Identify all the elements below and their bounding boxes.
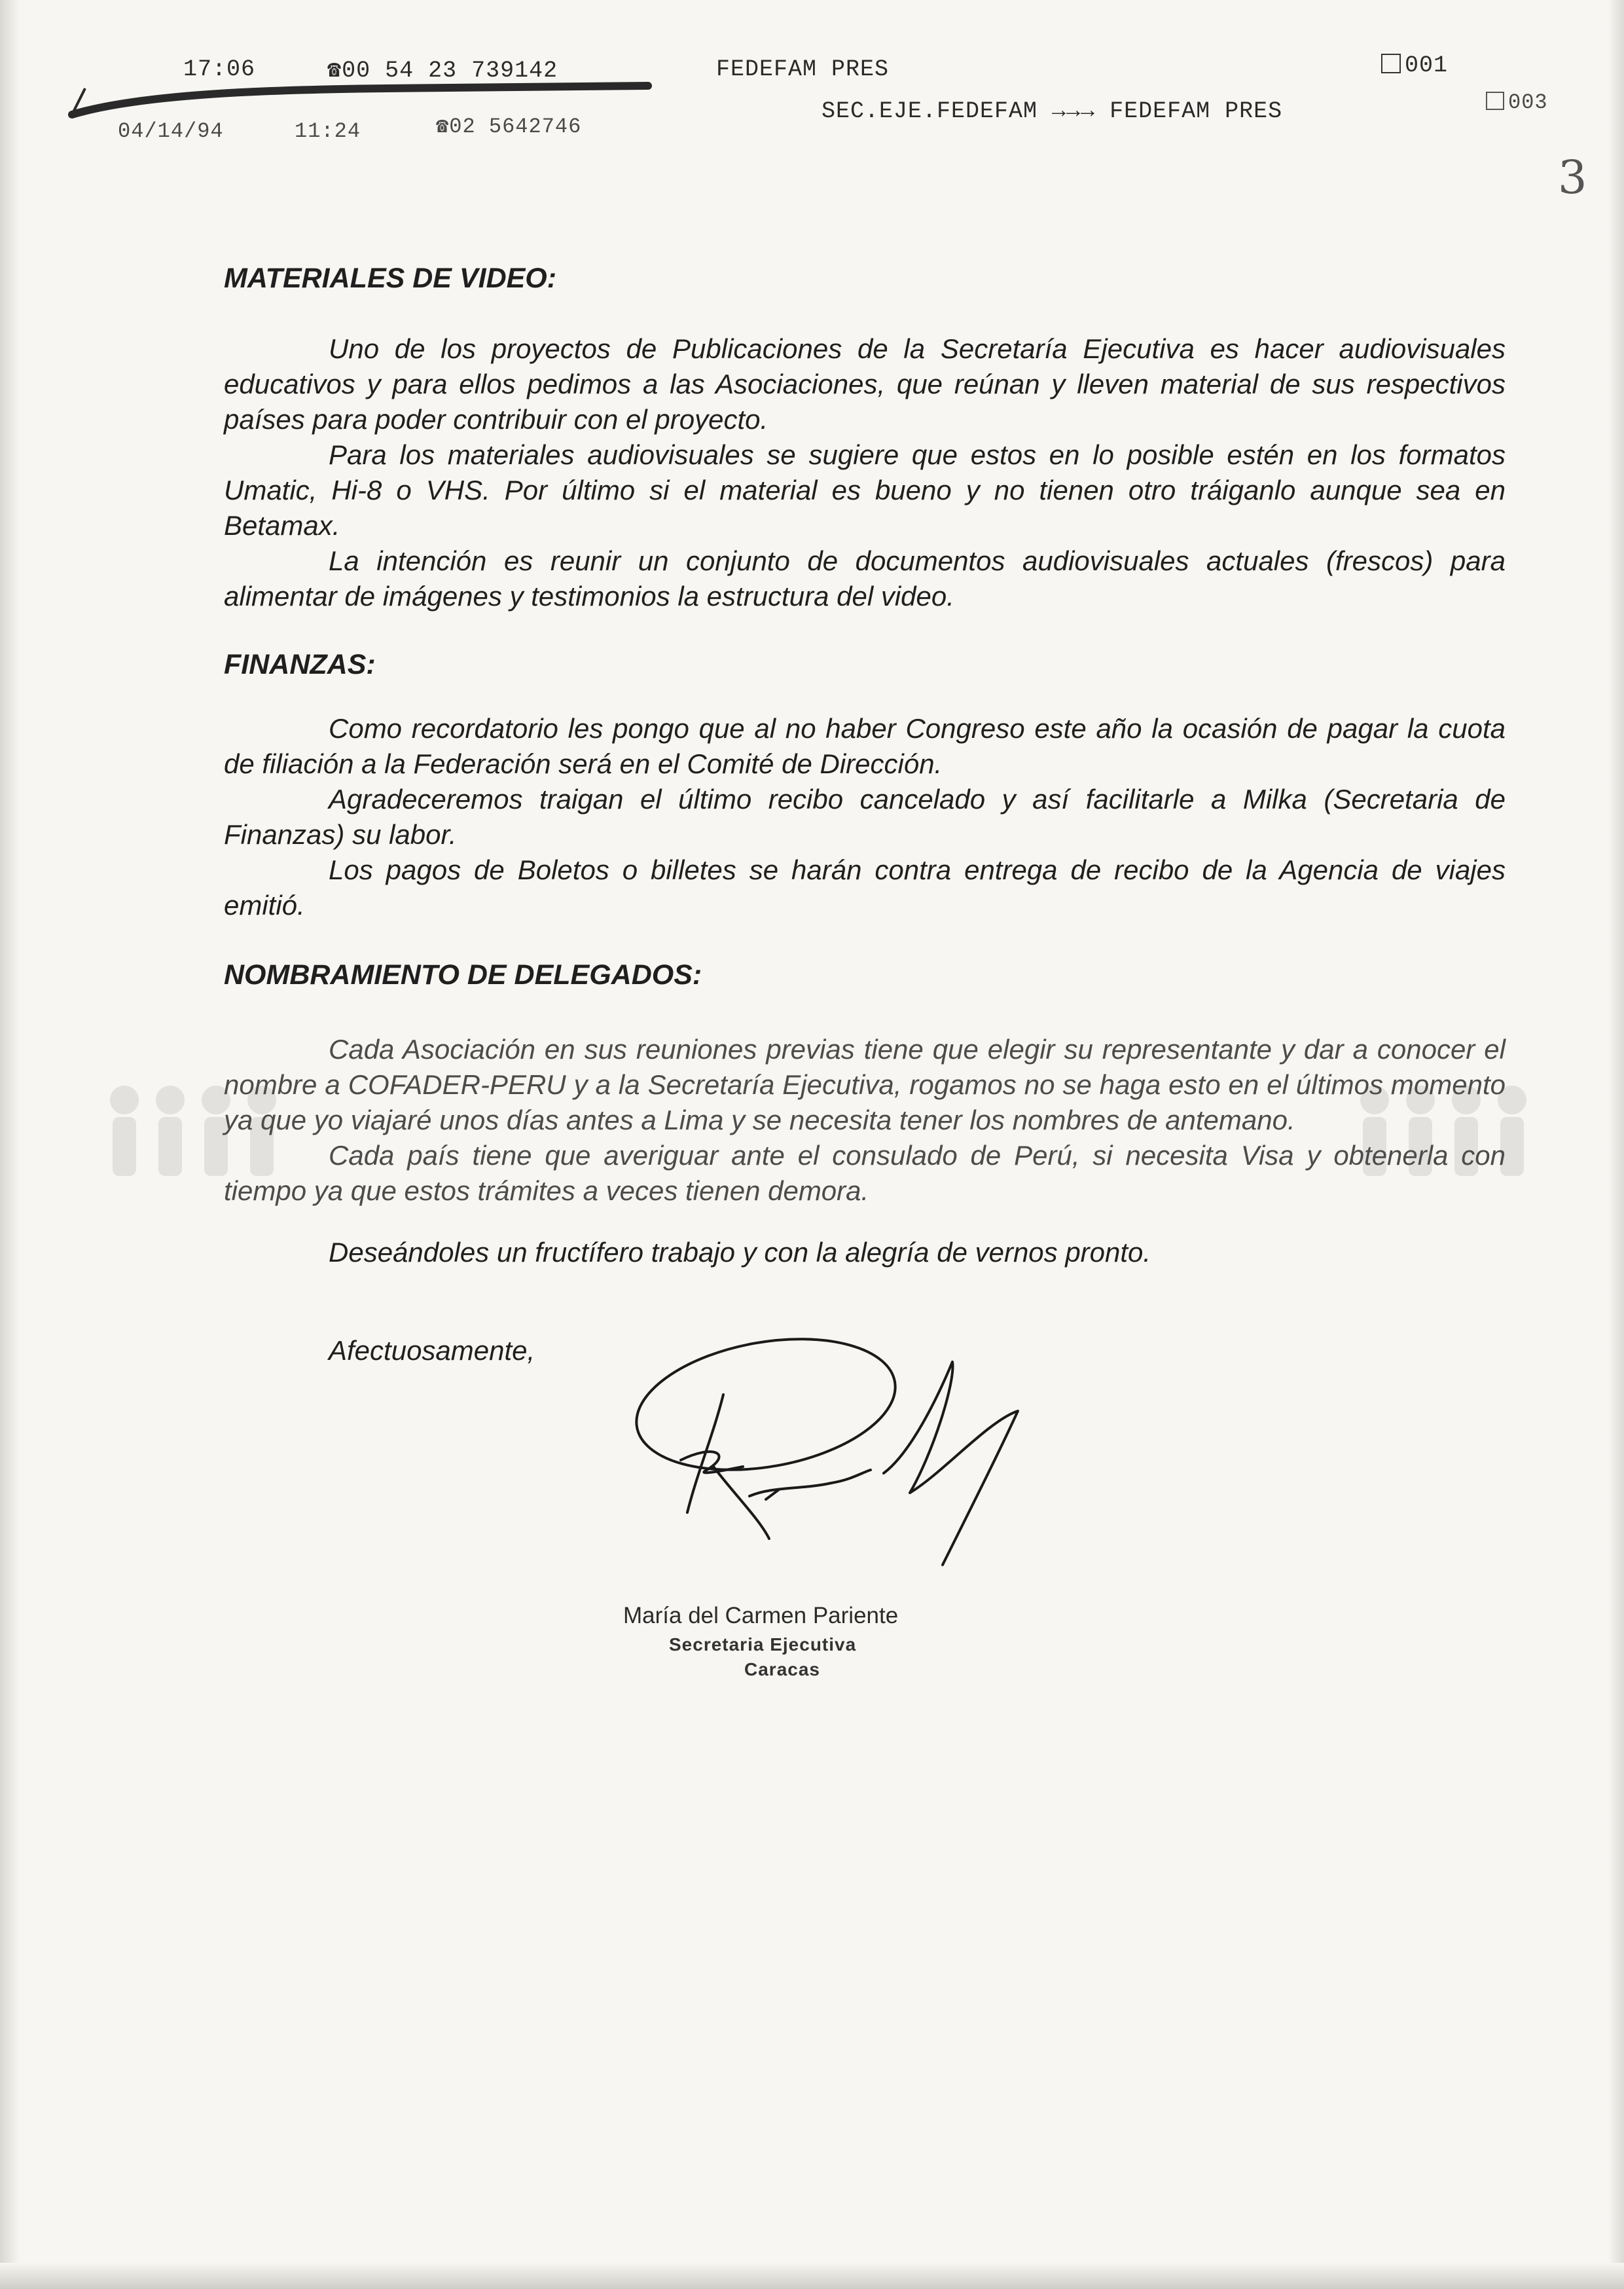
heading-nombramiento-delegados: NOMBRAMIENTO DE DELEGADOS: bbox=[224, 959, 702, 991]
scan-edge-right bbox=[1608, 0, 1624, 2289]
fax-page-icon bbox=[1381, 54, 1401, 73]
fax-page-1: 001 bbox=[1405, 52, 1449, 79]
handwritten-page-number: 3 bbox=[1558, 151, 1587, 204]
fax-time-1: 17:06 bbox=[183, 56, 256, 82]
fax-date-2: 04/14/94 bbox=[118, 119, 224, 143]
fax-page-2: 003 bbox=[1508, 90, 1548, 115]
video-paragraph-3: La intención es reunir un conjunto de documentos audiovisuales actuales (frescos) para alimentar de imágenes y testimonios la estructura del video. bbox=[224, 545, 1506, 612]
fax-page-2-wrap bbox=[1486, 90, 1548, 115]
finanzas-paragraph-1: Como recordatorio les pongo que al no haber Congreso este año la ocasión de pagar la cuota de filiación a la Federación será en el Comité de Dirección. bbox=[224, 713, 1506, 779]
fax-page-1-wrap bbox=[1381, 52, 1448, 79]
closing-farewell: Afectuosamente, bbox=[329, 1335, 535, 1366]
delegados-paragraph-1: Cada Asociación en sus reuniones previas tiene que elegir su representante y dar a conocer el nombre a COFADER-PERU y a la Secretaría Ejecutiva, rogamos no se haga esto en el últimos momento ya que yo viajaré unos días antes a Lima y se necesita tener los nombres de antemano. bbox=[224, 1034, 1506, 1135]
letter-body bbox=[224, 261, 1506, 1368]
video-paragraph-2: Para los materiales audiovisuales se sugiere que estos en lo posible estén en los formatos Umatic, Hi-8 o VHS. Por último si el material es bueno y no tienen otro tráiganlo aunque sea en Betamax. bbox=[224, 439, 1506, 541]
delegados-paragraph-2: Cada país tiene que averiguar ante el consulado de Perú, si necesita Visa y obtenerla con tiempo ya que estos trámites a veces tienen demora. bbox=[224, 1140, 1506, 1206]
fax-time-2: 11:24 bbox=[295, 119, 361, 143]
fax-sender-1: FEDEFAM PRES bbox=[716, 56, 890, 82]
signatory-name: María del Carmen Pariente bbox=[623, 1603, 899, 1628]
handwritten-signature bbox=[635, 1303, 1054, 1591]
video-paragraph-1: Uno de los proyectos de Publicaciones de la Secretaría Ejecutiva es hacer audiovisuales educativos y para ellos pedimos a las Asociaciones, que reúnan y lleven material de sus respectivos países para poder contribuir con el proyecto. bbox=[224, 333, 1506, 435]
finanzas-paragraph-2: Agradeceremos traigan el último recibo cancelado y así facilitarle a Milka (Secretaria de Finanzas) su labor. bbox=[224, 784, 1506, 850]
signatory-title: Secretaria Ejecutiva bbox=[669, 1634, 857, 1655]
heading-materiales-video: MATERIALES DE VIDEO: bbox=[224, 263, 557, 294]
scan-edge-left bbox=[0, 0, 20, 2289]
fax-phone-2: ☎02 5642746 bbox=[436, 115, 582, 139]
scan-edge-bottom bbox=[0, 2263, 1624, 2289]
signature-block bbox=[623, 1603, 990, 1680]
fax-page-icon bbox=[1486, 92, 1504, 110]
signatory-city: Caracas bbox=[744, 1659, 820, 1679]
closing-wish: Deseándoles un fructífero trabajo y con la alegría de vernos pronto. bbox=[329, 1237, 1151, 1268]
finanzas-paragraph-3: Los pagos de Boletos o billetes se harán contra entrega de recibo de la Agencia de viajes emitió. bbox=[224, 854, 1506, 921]
heading-finanzas: FINANZAS: bbox=[224, 649, 376, 680]
fax-route-2: SEC.EJE.FEDEFAM →→→ FEDEFAM PRES bbox=[821, 98, 1283, 124]
fax-phone-1: ☎00 54 23 739142 bbox=[327, 58, 558, 84]
